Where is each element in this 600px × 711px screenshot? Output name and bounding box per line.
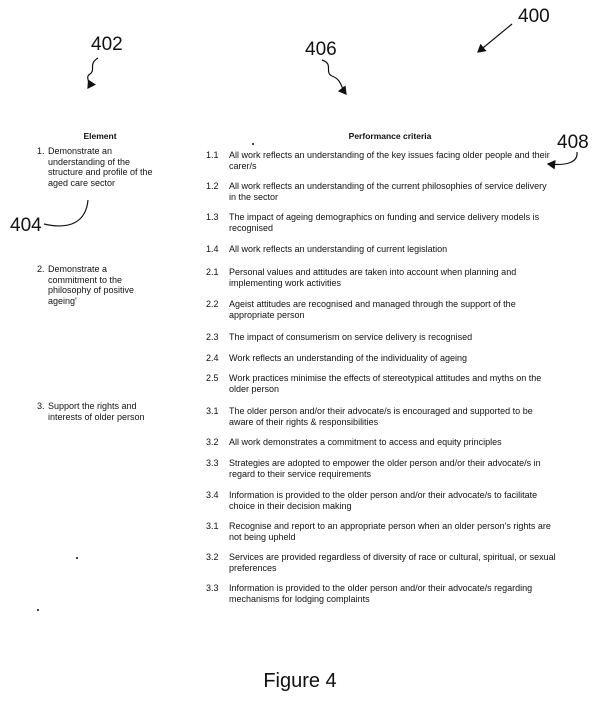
criterion-text: The impact of ageing demographics on funding and service delivery models is recognised <box>229 212 540 233</box>
criterion-text: All work reflects an understanding of current legislation <box>229 244 448 254</box>
criterion-text: Strategies are adopted to empower the older person and/or their advocate/s in regard to their service requirements <box>229 458 541 479</box>
criterion-number: 3.4 <box>206 490 219 500</box>
criterion <box>206 437 556 448</box>
criterion-number: 3.3 <box>206 458 219 468</box>
criterion-number: 1.3 <box>206 212 219 222</box>
criterion <box>206 406 556 427</box>
criterion-number: 2.1 <box>206 267 219 277</box>
leader-404 <box>44 200 88 226</box>
reference-numeral-406: 406 <box>305 39 337 60</box>
arrow-406 <box>322 60 346 94</box>
criterion-number: 3.3 <box>206 583 219 593</box>
element-2 <box>37 264 155 306</box>
criterion-text: Services are provided regardless of diversity of race or cultural, spiritual, or sexual preferences <box>229 552 556 573</box>
criterion-number: 2.2 <box>206 299 219 309</box>
criterion-number: 3.2 <box>206 552 219 562</box>
criterion-number: 1.2 <box>206 181 219 191</box>
header-performance-criteria: Performance criteria <box>348 131 432 141</box>
criterion-text: Work reflects an understanding of the individuality of ageing <box>229 353 467 363</box>
criterion-number: 2.3 <box>206 332 219 342</box>
criterion <box>206 267 556 288</box>
element-1 <box>37 146 155 188</box>
arrow-402 <box>88 58 98 88</box>
criterion <box>206 373 556 394</box>
element-text: Support the rights and interests of older person <box>48 401 145 422</box>
criterion <box>206 181 556 202</box>
reference-numeral-400: 400 <box>518 6 550 27</box>
criterion <box>206 244 556 255</box>
element-number: 2. <box>37 264 45 274</box>
reference-numeral-404: 404 <box>10 215 42 236</box>
criterion-text: All work demonstrates a commitment to access and equity principles <box>229 437 502 447</box>
scan-speck <box>252 143 254 145</box>
criterion-text: Recognise and report to an appropriate person when an older person's rights are not being upheld <box>229 521 551 542</box>
criterion-text: Personal values and attitudes are taken into account when planning and implementing work activities <box>229 267 517 288</box>
element-text: Demonstrate a commitment to the philosophy of positive ageing' <box>48 264 135 306</box>
reference-numeral-402: 402 <box>91 34 123 55</box>
criterion-number: 2.4 <box>206 353 219 363</box>
header-element: Element <box>83 131 117 141</box>
arrow-400 <box>478 24 512 52</box>
element-3 <box>37 401 155 422</box>
criterion-number: 2.5 <box>206 373 219 383</box>
criterion <box>206 458 556 479</box>
criterion-number: 3.1 <box>206 521 219 531</box>
criterion-text: The older person and/or their advocate/s is encouraged and supported to be aware of their rights & responsibilities <box>229 406 533 427</box>
criterion <box>206 212 556 233</box>
element-text: Demonstrate an understanding of the structure and profile of the aged care sector <box>48 146 153 188</box>
criterion-number: 3.2 <box>206 437 219 447</box>
criterion <box>206 150 556 171</box>
criterion-text: Work practices minimise the effects of stereotypical attitudes and myths on the older person <box>229 373 542 394</box>
figure-caption: Figure 4 <box>263 670 337 692</box>
criterion <box>206 353 556 364</box>
criterion <box>206 490 556 511</box>
reference-numeral-408: 408 <box>557 132 589 153</box>
element-number: 1. <box>37 146 45 156</box>
criterion <box>206 332 556 343</box>
criterion-number: 3.1 <box>206 406 219 416</box>
criterion-text: All work reflects an understanding of the key issues facing older people and their carer/s <box>229 150 550 171</box>
criterion-text: Information is provided to the older person and/or their advocate/s to facilitate choice in their decision making <box>229 490 538 511</box>
criterion-text: All work reflects an understanding of the current philosophies of service delivery in the sector <box>229 181 547 202</box>
criterion-number: 1.1 <box>206 150 219 160</box>
criterion-text: The impact of consumerism on service delivery is recognised <box>229 332 473 342</box>
criterion <box>206 552 556 573</box>
criterion <box>206 583 556 604</box>
criterion <box>206 521 556 542</box>
scan-speck <box>76 557 78 559</box>
element-number: 3. <box>37 401 45 411</box>
criterion-number: 1.4 <box>206 244 219 254</box>
scan-speck <box>37 609 39 611</box>
criterion-text: Information is provided to the older person and/or their advocate/s regarding mechanisms for lodging complaints <box>229 583 533 604</box>
criterion <box>206 299 556 320</box>
criterion-text: Ageist attitudes are recognised and managed through the support of the appropriate person <box>229 299 516 320</box>
